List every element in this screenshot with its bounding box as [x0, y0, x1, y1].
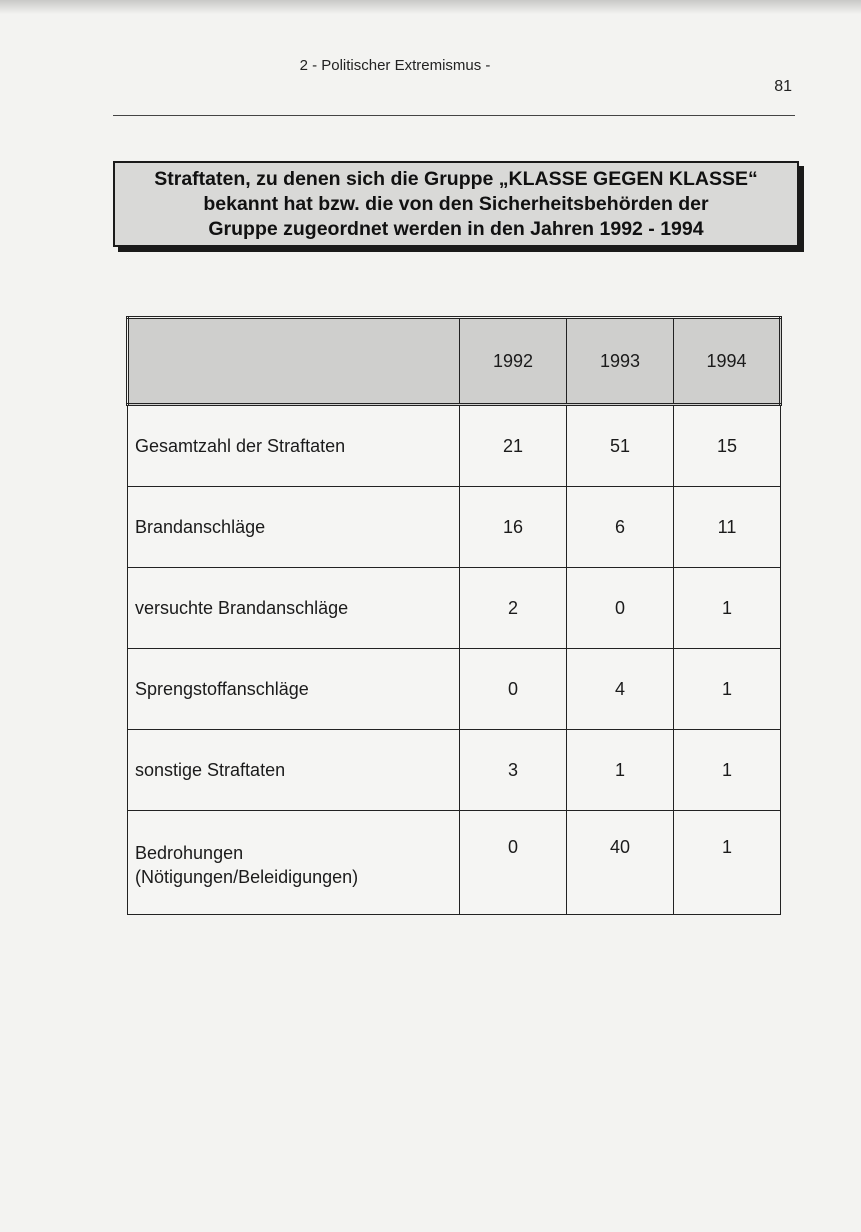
table-row: [128, 487, 781, 568]
cell-1994: 1: [674, 649, 781, 730]
cell-1993: 6: [567, 487, 674, 568]
cell-1994: 1: [674, 730, 781, 811]
cell-1992: 3: [460, 730, 567, 811]
offenses-table: [126, 316, 782, 915]
cell-1993: 4: [567, 649, 674, 730]
row-label: [128, 811, 460, 915]
cell-1994: 15: [674, 405, 781, 487]
table-title-line-2: bekannt hat bzw. die von den Sicherheitsbehörden der: [203, 192, 709, 215]
table-row: [128, 568, 781, 649]
cell-1993: 1: [567, 730, 674, 811]
page-number: 81: [774, 78, 792, 95]
row-label-line-2: (Nötigungen/Beleidigungen): [135, 867, 359, 887]
row-label: versuchte Brandanschläge: [128, 568, 460, 649]
cell-1994: 1: [674, 811, 781, 915]
table-header-row: [128, 318, 781, 405]
table-row: [128, 730, 781, 811]
cell-1993: 0: [567, 568, 674, 649]
row-label: Gesamtzahl der Straftaten: [128, 405, 460, 487]
row-label: Brandanschläge: [128, 487, 460, 568]
row-label-line-1: Bedrohungen: [135, 843, 244, 863]
header-corner-cell: [128, 318, 460, 405]
table-row: [128, 649, 781, 730]
cell-1994: 11: [674, 487, 781, 568]
table-title-line-1: Straftaten, zu denen sich die Gruppe „KLASSE GEGEN KLASSE“: [154, 167, 758, 190]
row-label: Sprengstoffanschläge: [128, 649, 460, 730]
header-year-1994: 1994: [674, 318, 781, 405]
cell-1992: 21: [460, 405, 567, 487]
running-header: 2 - Politischer Extremismus -: [299, 57, 491, 74]
header-year-1992: 1992: [460, 318, 567, 405]
table-title-line-3: Gruppe zugeordnet werden in den Jahren 1992 - 1994: [208, 217, 704, 240]
header-rule: [113, 115, 795, 116]
header-year-1993: 1993: [567, 318, 674, 405]
table-title-box: [113, 161, 799, 247]
cell-1994: 1: [674, 568, 781, 649]
table-title: [154, 167, 758, 242]
row-label: sonstige Straftaten: [128, 730, 460, 811]
cell-1992: 2: [460, 568, 567, 649]
cell-1993: 40: [567, 811, 674, 915]
cell-1992: 0: [460, 811, 567, 915]
table-row: [128, 405, 781, 487]
scan-edge-shadow: [0, 0, 861, 14]
cell-1992: 16: [460, 487, 567, 568]
cell-1992: 0: [460, 649, 567, 730]
cell-1993: 51: [567, 405, 674, 487]
table-row: [128, 811, 781, 915]
